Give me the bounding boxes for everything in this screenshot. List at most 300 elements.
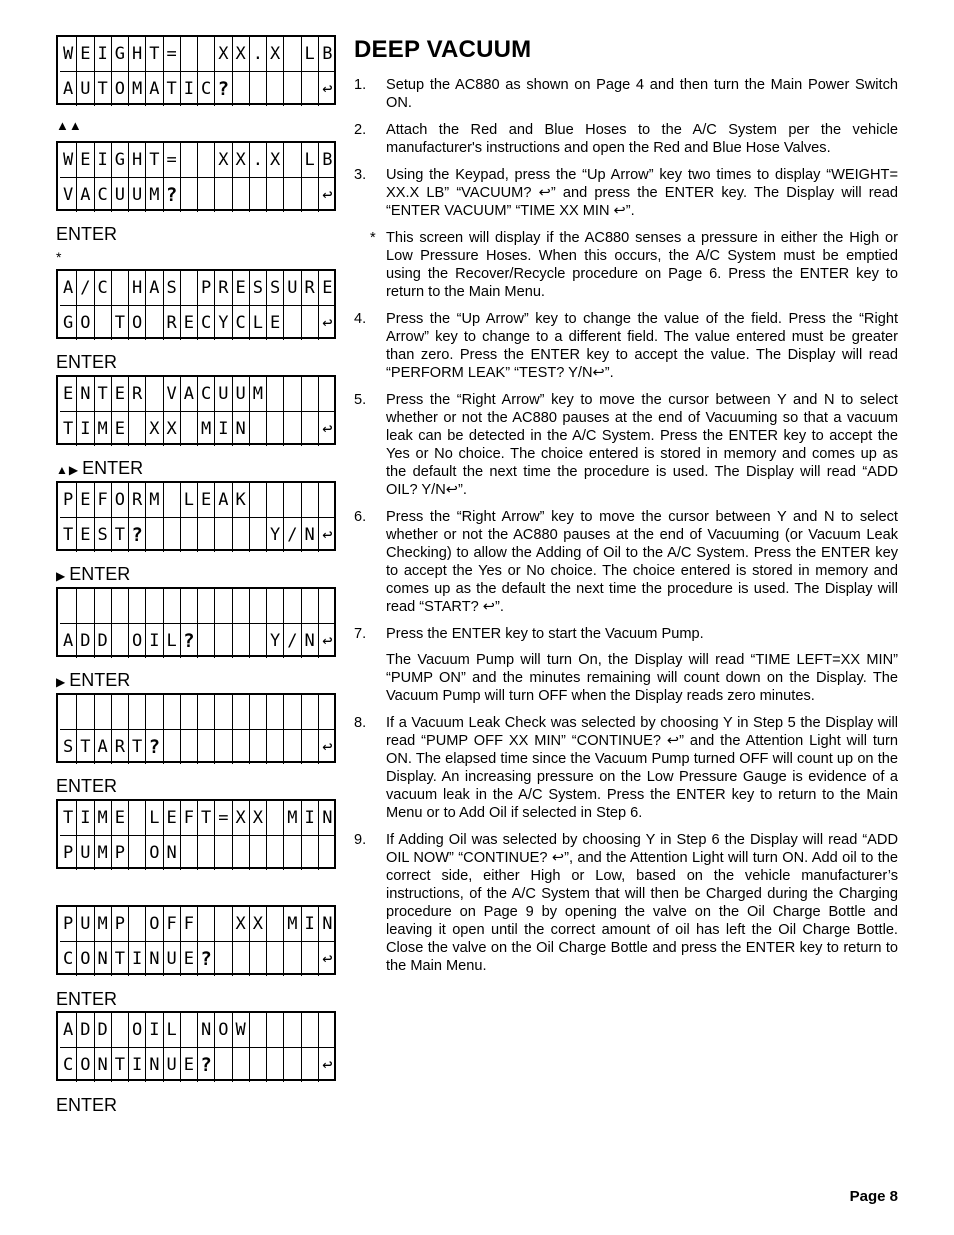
lcd-char: ↩: [322, 524, 333, 545]
lcd-char: D: [95, 1013, 112, 1047]
lcd-char: [146, 306, 163, 340]
lcd-char: .: [250, 37, 267, 71]
lcd-char: [112, 1013, 129, 1047]
step-text: Press the “Up Arrow” key to change the value of the field. Press the “Right Arrow” key to change to a different field. The value entered must be greater than zero. Press the ENTER key to accept the value. The Display will read “PERFORM LEAK” “TEST? Y/N↩”.: [386, 311, 898, 381]
step-item: [354, 625, 898, 643]
lcd-char: X: [267, 143, 284, 177]
asterisk-marker: *: [56, 249, 62, 265]
lcd-char: [181, 271, 198, 305]
lcd-char: O: [112, 483, 129, 517]
lcd-char: X: [215, 143, 232, 177]
lcd-char: [319, 589, 336, 623]
lcd-line2: [60, 517, 336, 552]
lcd-line1: [60, 37, 336, 71]
lcd-char: C: [60, 942, 77, 976]
lcd-display: [56, 141, 336, 211]
lcd-char: [181, 178, 198, 212]
lcd-char: [233, 695, 250, 729]
lcd-char: .: [250, 143, 267, 177]
lcd-char: O: [215, 1013, 232, 1047]
step-text: This screen will display if the AC880 senses a pressure in either the High or Low Pressure Hoses. When this occurs, the A/C System must be emptied using the Recover/Recycle procedure on Page 6. Press the ENTER key to return to the Main Menu.: [386, 230, 898, 300]
lcd-char: ?: [129, 518, 146, 552]
lcd-char: [215, 518, 232, 552]
lcd-char: C: [198, 377, 215, 411]
lcd-char: [112, 695, 129, 729]
lcd-char: D: [95, 624, 112, 658]
lcd-char: O: [77, 1048, 94, 1082]
lcd-char: L: [164, 624, 181, 658]
lcd-char: O: [77, 942, 94, 976]
lcd-char: [198, 37, 215, 71]
lcd-char: U: [129, 178, 146, 212]
lcd-display: [56, 905, 336, 975]
lcd-char: N: [233, 412, 250, 446]
lcd-char: A: [60, 72, 77, 106]
lcd-char: O: [77, 306, 94, 340]
lcd-char: N: [95, 942, 112, 976]
lcd-line2: [60, 941, 336, 976]
lcd-char: [181, 836, 198, 870]
lcd-char: A: [60, 271, 77, 305]
lcd-char: =: [215, 801, 232, 835]
lcd-char: [198, 836, 215, 870]
step-item: [354, 166, 898, 220]
lcd-char: [112, 589, 129, 623]
lcd-char: ↩: [322, 184, 333, 205]
lcd-char: O: [129, 1013, 146, 1047]
lcd-char: M: [95, 801, 112, 835]
lcd-char: X: [250, 907, 267, 941]
lcd-char: U: [77, 907, 94, 941]
lcd-char: [302, 1048, 319, 1082]
lcd-char: A: [146, 271, 163, 305]
step-text: Using the Keypad, press the “Up Arrow” key two times to display “WEIGHT= XX.X LB” “VACUUM? ↩” and press the ENTER key. The Display will read “ENTER VACUUM” “TIME XX MIN ↩”.: [386, 167, 898, 219]
lcd-char: [319, 836, 336, 870]
lcd-line1: [60, 271, 336, 305]
lcd-line2: [60, 411, 336, 446]
step-item: [354, 76, 898, 112]
lcd-char: [250, 518, 267, 552]
lcd-char: /: [284, 624, 301, 658]
lcd-char: R: [129, 483, 146, 517]
lcd-char: W: [60, 37, 77, 71]
lcd-char: [95, 695, 112, 729]
lcd-char: [233, 1048, 250, 1082]
lcd-char: T: [164, 72, 181, 106]
lcd-char: M: [250, 377, 267, 411]
lcd-char: [198, 518, 215, 552]
lcd-char: S: [95, 518, 112, 552]
lcd-char: [95, 306, 112, 340]
lcd-char: [267, 836, 284, 870]
lcd-char: C: [198, 72, 215, 106]
step-number: 5.: [354, 392, 367, 408]
lcd-char: U: [164, 1048, 181, 1082]
lcd-char: [250, 730, 267, 764]
lcd-char: ?: [181, 624, 198, 658]
lcd-char: H: [129, 271, 146, 305]
lcd-char: M: [284, 801, 301, 835]
right-enter-label: [56, 564, 130, 586]
lcd-char: R: [302, 271, 319, 305]
lcd-char: [284, 942, 301, 976]
lcd-char: W: [233, 1013, 250, 1047]
lcd-char: N: [95, 1048, 112, 1082]
lcd-char: P: [112, 907, 129, 941]
lcd-char: [215, 1048, 232, 1082]
lcd-char: [267, 483, 284, 517]
lcd-char: I: [302, 907, 319, 941]
lcd-char: M: [146, 483, 163, 517]
lcd-char: [267, 178, 284, 212]
lcd-char: ↩: [322, 1054, 333, 1075]
lcd-char: [267, 412, 284, 446]
lcd-char: E: [233, 271, 250, 305]
lcd-char: I: [302, 801, 319, 835]
lcd-char: C: [95, 271, 112, 305]
lcd-char: [302, 836, 319, 870]
lcd-char: T: [112, 942, 129, 976]
enter-label: ENTER: [56, 224, 118, 244]
lcd-char: [284, 412, 301, 446]
lcd-char: T: [95, 72, 112, 106]
lcd-char: L: [302, 37, 319, 71]
step-text: The Vacuum Pump will turn On, the Display will read “TIME LEFT=XX MIN” “PUMP ON” and the minutes remaining will count down on the Display. The Vacuum Pump will turn OFF when the Display reads zero minutes.: [386, 652, 898, 704]
lcd-char: X: [233, 37, 250, 71]
up-right-enter-label: [56, 458, 143, 480]
lcd-char: P: [60, 907, 77, 941]
lcd-char: O: [146, 907, 163, 941]
lcd-char: [319, 695, 336, 729]
lcd-char: [267, 695, 284, 729]
lcd-char: [284, 306, 301, 340]
lcd-char: B: [322, 149, 333, 170]
lcd-char: [129, 801, 146, 835]
lcd-char: [60, 589, 77, 623]
lcd-char: N: [322, 913, 333, 934]
lcd-char: [215, 695, 232, 729]
lcd-char: I: [146, 624, 163, 658]
lcd-char: I: [95, 37, 112, 71]
lcd-char: P: [60, 483, 77, 517]
step-list: [354, 76, 898, 984]
lcd-char: T: [198, 801, 215, 835]
lcd-char: H: [129, 37, 146, 71]
lcd-char: [267, 1048, 284, 1082]
step-text: If Adding Oil was selected by choosing Y in Step 6 the Display will read “ADD OIL NOW” “CONTINUE? ↩”, and the Attention Light will turn ON. Add oil to the correct side, either High or Low, based on the vehicle manufacturer’s instructions, of the A/C System that will then be Charged during the Charging procedure on Page 9 by opening the valve on the Oil Charge Bottle and leaving it open until the correct amount of oil has left the Oil Charge Bottle. Close the valve on the Oil Charge Bottle and press the ENTER key to return to the Main Menu.: [386, 832, 898, 974]
lcd-char: E: [77, 37, 94, 71]
lcd-char: [181, 143, 198, 177]
lcd-char: [267, 72, 284, 106]
lcd-char: X: [233, 801, 250, 835]
enter-text: ENTER: [69, 670, 131, 690]
lcd-char: I: [95, 143, 112, 177]
lcd-char: R: [112, 730, 129, 764]
right-arrow-icon: ▶: [56, 569, 67, 583]
lcd-char: N: [146, 942, 163, 976]
lcd-line1: [60, 483, 336, 517]
lcd-char: X: [267, 37, 284, 71]
right-arrow-icon: ▶: [56, 675, 67, 689]
lcd-char: X: [250, 801, 267, 835]
lcd-char: G: [60, 306, 77, 340]
lcd-char: [302, 942, 319, 976]
lcd-char: E: [198, 483, 215, 517]
step-item: [354, 714, 898, 822]
lcd-char: V: [164, 377, 181, 411]
lcd-line1: [60, 589, 336, 623]
lcd-char: C: [60, 1048, 77, 1082]
lcd-char: I: [129, 1048, 146, 1082]
lcd-char: [164, 483, 181, 517]
lcd-char: =: [164, 143, 181, 177]
step-number: 2.: [354, 122, 367, 138]
lcd-char: G: [112, 143, 129, 177]
lcd-display: [56, 35, 336, 105]
lcd-char: [164, 589, 181, 623]
lcd-char: E: [181, 942, 198, 976]
step-item: [354, 310, 898, 382]
lcd-char: M: [95, 907, 112, 941]
lcd-char: [181, 1013, 198, 1047]
step-number: 9.: [354, 832, 367, 848]
step-number: 4.: [354, 311, 367, 327]
lcd-char: U: [215, 377, 232, 411]
step-number: 1.: [354, 77, 367, 93]
lcd-char: [250, 942, 267, 976]
lcd-char: U: [284, 271, 301, 305]
lcd-char: ↩: [322, 948, 333, 969]
lcd-char: N: [77, 377, 94, 411]
lcd-line1: [60, 377, 336, 411]
lcd-char: T: [112, 1048, 129, 1082]
lcd-char: [198, 589, 215, 623]
lcd-char: [319, 377, 336, 411]
lcd-char: ↩: [322, 630, 333, 651]
lcd-char: [215, 907, 232, 941]
lcd-char: E: [60, 377, 77, 411]
lcd-char: P: [198, 271, 215, 305]
lcd-char: E: [77, 143, 94, 177]
lcd-char: E: [181, 1048, 198, 1082]
lcd-char: [302, 178, 319, 212]
lcd-char: N: [198, 1013, 215, 1047]
step-text: Press the ENTER key to start the Vacuum Pump.: [386, 626, 704, 642]
lcd-char: N: [164, 836, 181, 870]
lcd-char: F: [164, 907, 181, 941]
lcd-char: [215, 589, 232, 623]
step-number: 3.: [354, 167, 367, 183]
lcd-line1: [60, 1013, 336, 1047]
lcd-char: E: [77, 483, 94, 517]
lcd-char: [77, 695, 94, 729]
lcd-char: N: [302, 624, 319, 658]
lcd-char: A: [60, 624, 77, 658]
lcd-char: S: [267, 271, 284, 305]
lcd-char: ?: [198, 1048, 215, 1082]
lcd-char: X: [215, 37, 232, 71]
lcd-char: T: [146, 143, 163, 177]
lcd-char: [267, 942, 284, 976]
lcd-char: [284, 1048, 301, 1082]
lcd-char: R: [164, 306, 181, 340]
step-number: 8.: [354, 715, 367, 731]
lcd-display: [56, 1011, 336, 1081]
lcd-char: E: [112, 377, 129, 411]
lcd-char: X: [233, 907, 250, 941]
lcd-char: ↩: [322, 312, 333, 333]
lcd-char: ?: [164, 178, 181, 212]
lcd-char: [302, 377, 319, 411]
lcd-char: E: [164, 801, 181, 835]
lcd-char: [267, 589, 284, 623]
lcd-char: A: [60, 1013, 77, 1047]
lcd-char: [284, 695, 301, 729]
lcd-char: [146, 377, 163, 411]
lcd-char: S: [164, 271, 181, 305]
lcd-char: [146, 695, 163, 729]
lcd-char: [302, 483, 319, 517]
lcd-char: [250, 412, 267, 446]
lcd-line2: [60, 1047, 336, 1082]
lcd-char: [302, 72, 319, 106]
lcd-char: ↩: [322, 736, 333, 757]
lcd-char: I: [215, 412, 232, 446]
lcd-char: [284, 143, 301, 177]
lcd-char: D: [77, 624, 94, 658]
lcd-char: U: [77, 836, 94, 870]
lcd-char: [164, 518, 181, 552]
lcd-char: [198, 178, 215, 212]
lcd-char: [112, 271, 129, 305]
lcd-char: X: [233, 143, 250, 177]
lcd-char: N: [146, 1048, 163, 1082]
lcd-char: L: [302, 143, 319, 177]
lcd-line2: [60, 305, 336, 340]
lcd-char: X: [164, 412, 181, 446]
lcd-line1: [60, 143, 336, 177]
lcd-char: Y: [267, 518, 284, 552]
lcd-char: A: [181, 377, 198, 411]
lcd-line2: [60, 623, 336, 658]
lcd-char: [181, 37, 198, 71]
lcd-char: [302, 730, 319, 764]
lcd-char: Y: [215, 306, 232, 340]
lcd-char: [284, 37, 301, 71]
lcd-char: [129, 695, 146, 729]
lcd-char: E: [77, 518, 94, 552]
lcd-line2: [60, 835, 336, 870]
lcd-char: E: [267, 306, 284, 340]
lcd-char: U: [233, 377, 250, 411]
lcd-char: I: [129, 942, 146, 976]
lcd-char: [284, 72, 301, 106]
lcd-char: ?: [198, 942, 215, 976]
lcd-char: /: [77, 271, 94, 305]
lcd-line2: [60, 729, 336, 764]
lcd-char: [215, 942, 232, 976]
lcd-char: E: [181, 306, 198, 340]
step-number: 6.: [354, 509, 367, 525]
lcd-char: ↩: [322, 418, 333, 439]
step-item: [354, 121, 898, 157]
lcd-char: R: [129, 377, 146, 411]
lcd-char: [181, 730, 198, 764]
lcd-line1: [60, 801, 336, 835]
step-number: 7.: [354, 626, 367, 642]
lcd-char: [198, 624, 215, 658]
lcd-char: M: [129, 72, 146, 106]
lcd-char: [233, 730, 250, 764]
lcd-line1: [60, 695, 336, 729]
lcd-char: [164, 695, 181, 729]
lcd-char: N: [302, 518, 319, 552]
step-item: [354, 229, 898, 301]
lcd-char: /: [284, 518, 301, 552]
lcd-char: D: [77, 1013, 94, 1047]
lcd-char: [302, 306, 319, 340]
lcd-char: [250, 483, 267, 517]
lcd-char: [233, 942, 250, 976]
lcd-char: U: [112, 178, 129, 212]
lcd-char: S: [250, 271, 267, 305]
lcd-char: A: [77, 178, 94, 212]
lcd-char: [95, 589, 112, 623]
lcd-char: [302, 695, 319, 729]
lcd-char: =: [164, 37, 181, 71]
lcd-char: A: [146, 72, 163, 106]
lcd-display: [56, 587, 336, 657]
lcd-char: [250, 624, 267, 658]
lcd-char: H: [129, 143, 146, 177]
lcd-char: [129, 836, 146, 870]
lcd-char: [146, 518, 163, 552]
lcd-char: O: [129, 624, 146, 658]
lcd-char: [250, 178, 267, 212]
lcd-char: [181, 589, 198, 623]
lcd-char: [319, 1013, 336, 1047]
lcd-char: L: [250, 306, 267, 340]
lcd-char: K: [233, 483, 250, 517]
lcd-char: E: [322, 277, 333, 298]
lcd-char: T: [146, 37, 163, 71]
lcd-char: [250, 589, 267, 623]
lcd-char: F: [95, 483, 112, 517]
lcd-char: [215, 730, 232, 764]
enter-label: ENTER: [56, 352, 118, 372]
lcd-char: N: [322, 807, 333, 828]
step-text: Press the “Right Arrow” key to move the cursor between Y and N to select whether or not the AC880 pauses at the end of Vacuuming so that a vacuum leak can be detected in the A/C System. Press the ENTER key to accept the Yes or No choice. The choice entered is stored in memory and comes up as the default the next time the procedure is used. The Display will read “ADD OIL? Y/N↩”.: [386, 392, 898, 498]
lcd-display: [56, 375, 336, 445]
lcd-char: L: [164, 1013, 181, 1047]
lcd-char: [233, 624, 250, 658]
lcd-char: ?: [215, 72, 232, 106]
lcd-display: [56, 481, 336, 551]
step-item: [354, 391, 898, 499]
lcd-char: M: [284, 907, 301, 941]
lcd-char: [250, 1048, 267, 1082]
page-number: Page 8: [849, 1188, 898, 1205]
step-item: [354, 508, 898, 616]
lcd-char: [284, 730, 301, 764]
step-item: [354, 651, 898, 705]
lcd-char: I: [77, 801, 94, 835]
lcd-char: B: [322, 43, 333, 64]
lcd-char: [302, 589, 319, 623]
lcd-char: [129, 907, 146, 941]
lcd-char: U: [164, 942, 181, 976]
lcd-char: [198, 730, 215, 764]
